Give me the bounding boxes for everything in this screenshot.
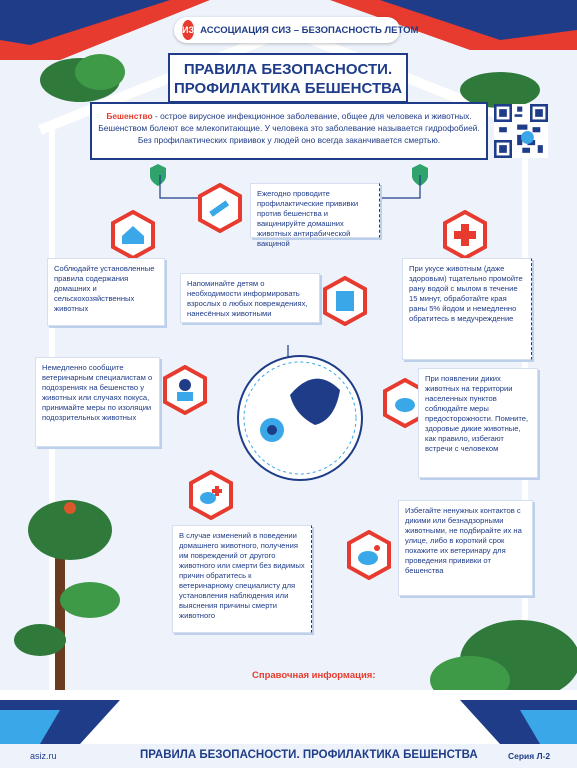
card-wild-animals: При появлении диких животных на территории населенных пунктов соблюдайте меры предосторожности. Помните, здоровые дикие животные, как правило, избегают встречи с человеком	[418, 368, 538, 478]
card-avoid-contact: Избегайте ненужных контактов с дикими или безнадзорными животными, не подбирайте их на улице, либо в короткий срок покажите их ветеринару для проведения прививки от бешенства	[398, 500, 533, 596]
card-report-vet: Немедленно сообщите ветеринарным специалистам о подозрениях на бешенство у животных или случаях покуса, принимайте меры по изоляции подозрительных животных	[35, 357, 160, 447]
association-header	[174, 17, 419, 43]
reference-label: Справочная информация:	[252, 670, 376, 681]
card-pet-behavior: В случае изменений в поведении домашнего животного, получения им повреждений от другого животного или смерти без видимых причин обратитесь к ветеринарному специалисту для установления наблюдения или выяснения причины смерти животного	[172, 525, 312, 633]
page-title	[168, 53, 408, 103]
qr-code[interactable]	[494, 104, 548, 158]
card-bite-first-aid: При укусе животным (даже здоровым) тщательно промойте рану водой с мылом в течение 15 минут, обработайте края раны 5% йодом и немедленно обратитесь в медучреждение	[402, 258, 532, 360]
card-remind-children: Напоминайте детям о необходимости информировать взрослых о любых повреждениях, нанесённых животными	[180, 273, 320, 323]
association-name: АССОЦИАЦИЯ СИЗ – БЕЗОПАСНОСТЬ ЛЕТОМ	[200, 24, 419, 36]
document-hand-hex-icon	[320, 276, 370, 326]
house-pet-hex-icon	[108, 210, 158, 260]
tree-trunk	[55, 540, 65, 690]
syringe-hex-icon	[195, 183, 245, 233]
shield-icon-left	[150, 164, 166, 186]
veterinarian-hex-icon	[160, 365, 210, 415]
squirrel-icon	[64, 502, 76, 514]
card-vaccination: Ежегодно проводите профилактические прививки против бешенства и вакцинируйте домашних животных антирабической вакциной	[250, 183, 380, 238]
intro-line-3: Без профилактических прививок у людей оно всегда заканчивается смертью.	[137, 135, 441, 145]
intro-term: Бешенство	[106, 111, 153, 121]
intro-box	[90, 102, 488, 160]
card-keeping-rules: Соблюдайте установленные правила содержания домашних и сельскохозяйственных животных	[47, 258, 165, 326]
footer-series: Серия Л-2	[508, 751, 551, 761]
pet-health-hex-icon	[186, 470, 236, 520]
intro-line-1	[98, 110, 480, 122]
title-line-2: ПРОФИЛАКТИКА БЕШЕНСТВА	[173, 80, 403, 97]
footer-title: ПРАВИЛА БЕЗОПАСНОСТИ. ПРОФИЛАКТИКА БЕШЕНСТВА	[140, 749, 478, 761]
stray-dog-hex-icon	[344, 530, 394, 580]
footer	[0, 744, 577, 768]
intro-line-2: Бешенством болеют все млекопитающие. У человека это заболевание называется гидрофобией.	[98, 123, 480, 133]
title-line-1: ПРАВИЛА БЕЗОПАСНОСТИ.	[183, 61, 393, 78]
association-logo: ИЗ	[182, 20, 194, 40]
footer-site-link[interactable]: asiz.ru	[30, 751, 57, 761]
first-aid-hex-icon	[440, 210, 490, 260]
intro-line-1-rest: - острое вирусное инфекционное заболевание, общее для человека и животных.	[152, 111, 472, 121]
center-virus-badge	[238, 356, 362, 480]
